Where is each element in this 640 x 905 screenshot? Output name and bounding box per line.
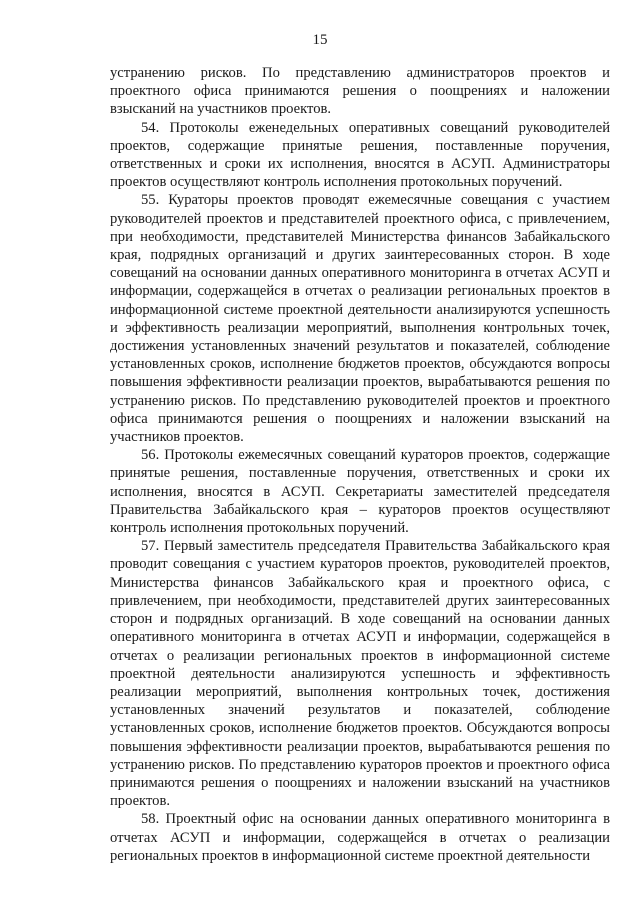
document-body [110, 64, 610, 865]
paragraph-54: 54. Протоколы еженедельных оперативных совещаний руководителей проектов, содержащие принятые решения, поставленные поручения, ответственных и сроки их исполнения, вносятся в АСУП. Администраторы проектов осуществляют контроль исполнения протокольных поручений. [110, 119, 610, 191]
paragraph-58: 58. Проектный офис на основании данных оперативного мониторинга в отчетах АСУП и информации, содержащейся в отчетах о реализации региональных проектов в информационной системе проектной деятельности [110, 811, 610, 864]
paragraph-continuation: устранению рисков. По представлению администраторов проектов и проектного офиса принимаются решения о поощрениях и наложении взысканий на участников проектов. [110, 65, 610, 118]
paragraph-56: 56. Протоколы ежемесячных совещаний кураторов проектов, содержащие принятые решения, поставленные поручения, ответственных и сроки их исполнения, вносятся в АСУП. Секретариаты заместителей председателя Правительства Забайкальского края – кураторов проектов осуществляют контроль исполнения протокольных поручений. [110, 447, 610, 537]
paragraph-55: 55. Кураторы проектов проводят ежемесячные совещания с участием руководителей проектов и представителей проектного офиса, с привлечением, при необходимости, представителей Министерства финансов Забайкальского края, подрядных организаций и других заинтересованных сторон. В ходе совещаний на основании данных оперативного мониторинга в отчетах АСУП и информации, содержащейся в отчетах о реализации региональных проектов в информационной системе проектной деятельности анализируются успешность и эффективность реализации мероприятий, выполнения контрольных точек, достижения установленных значений результатов и показателей, соблюдение установленных сроков, исполнение бюджетов проектов, обсуждаются вопросы повышения эффективности реализации проектов, вырабатываются решения по устранению рисков. По представлению руководителей проектов и проектного офиса принимаются решения о поощрениях и наложении взысканий на участников проектов. [110, 192, 610, 446]
page-number: 15 [312, 32, 328, 48]
paragraph-57: 57. Первый заместитель председателя Правительства Забайкальского края проводит совещания с участием кураторов проектов, руководителей проектов, Министерства финансов Забайкальского края и проектного офиса, с привлечением, при необходимости, представителей других заинтересованных сторон и подрядных организаций. В ходе совещаний на основании данных оперативного мониторинга в отчетах АСУП и информации, содержащейся в отчетах о реализации региональных проектов в информационной системе проектной деятельности анализируются успешность и эффективность реализации мероприятий, выполнения контрольных точек, достижения установленных значений результатов и показателей, соблюдение установленных сроков, исполнение бюджетов проектов. Обсуждаются вопросы повышения эффективности реализации проектов, вырабатываются решения по устранению рисков. По представлению кураторов проектов и проектного офиса принимаются решения о поощрениях и наложении взысканий на участников проектов. [110, 538, 610, 810]
